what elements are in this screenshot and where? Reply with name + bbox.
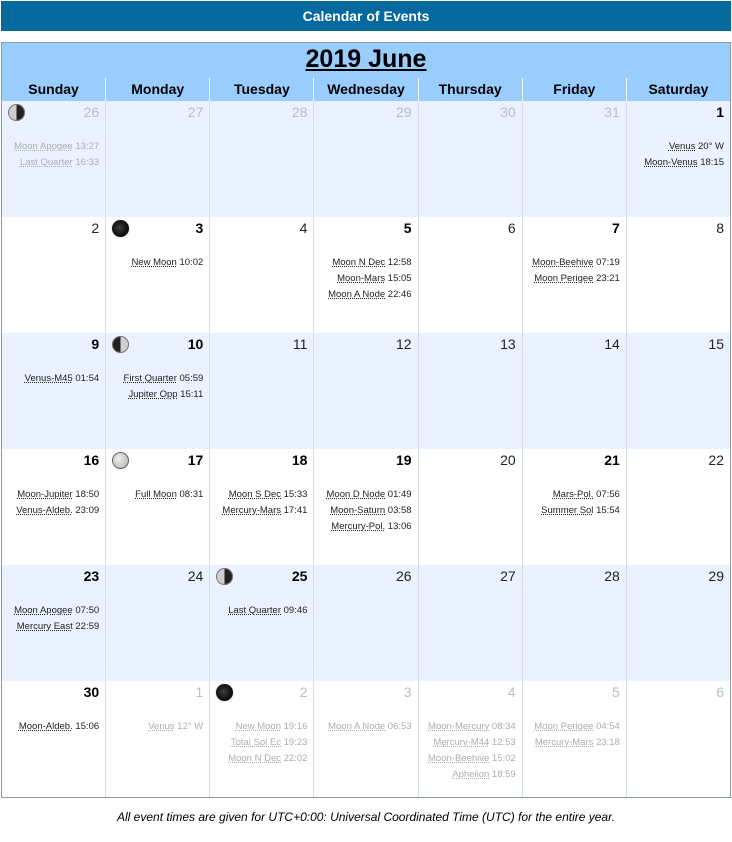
- event-item: [14, 619, 99, 635]
- event-name-link[interactable]: Moon-Jupiter: [17, 489, 73, 500]
- event-time: 06:53: [387, 721, 412, 732]
- event-time: 03:58: [387, 505, 412, 516]
- event-time: 07:56: [596, 489, 620, 500]
- day-cell[interactable]: [2, 101, 106, 217]
- day-number: 18: [291, 452, 308, 468]
- event-time: 17:41: [283, 505, 308, 516]
- event-name-link[interactable]: Moon Perigee: [534, 721, 594, 732]
- event-time: 12:58: [387, 257, 412, 268]
- day-cell[interactable]: [523, 101, 627, 217]
- day-number: 4: [299, 220, 308, 236]
- event-item: [19, 719, 99, 735]
- day-number: 19: [395, 452, 412, 468]
- event-item: [328, 255, 411, 271]
- day-cell[interactable]: [627, 101, 730, 217]
- calendar-grid: [2, 101, 730, 797]
- event-time: 19:16: [283, 721, 308, 732]
- event-item: [148, 719, 203, 735]
- day-number: 4: [507, 684, 516, 700]
- day-cell[interactable]: [627, 217, 730, 333]
- event-item: [327, 503, 412, 519]
- event-list: [25, 371, 99, 387]
- day-number: 12: [395, 336, 412, 352]
- day-cell[interactable]: [627, 333, 730, 449]
- week-row: [2, 681, 730, 797]
- event-name-link[interactable]: Full Moon: [135, 489, 177, 500]
- day-cell[interactable]: [106, 333, 210, 449]
- event-list: [644, 139, 724, 171]
- day-cell[interactable]: [314, 681, 418, 797]
- week-row: [2, 333, 730, 449]
- event-item: [14, 139, 99, 155]
- day-cell[interactable]: [2, 449, 106, 565]
- day-number: 16: [83, 452, 100, 468]
- event-list: [328, 255, 411, 303]
- event-time: 20° W: [698, 141, 724, 152]
- event-name-link[interactable]: Mercury East: [16, 621, 73, 632]
- event-item: [328, 271, 411, 287]
- day-cell[interactable]: [314, 217, 418, 333]
- event-time: 23:18: [596, 737, 620, 748]
- event-list: [135, 487, 203, 503]
- event-item: [534, 719, 620, 735]
- event-item: [228, 603, 307, 619]
- event-item: [228, 719, 307, 735]
- day-number: 5: [612, 684, 620, 700]
- week-row: [2, 565, 730, 681]
- event-item: [228, 751, 307, 767]
- event-time: 07:50: [75, 605, 100, 616]
- weekday-friday: Friday: [523, 78, 627, 101]
- event-list: [532, 255, 620, 287]
- calendar-banner: [1, 1, 731, 31]
- event-item: [327, 519, 412, 535]
- event-item: [16, 503, 99, 519]
- event-item: [222, 487, 307, 503]
- event-name-link[interactable]: Moon S Dec: [228, 489, 281, 500]
- event-list: [222, 487, 307, 519]
- day-number: 26: [395, 568, 412, 584]
- event-time: 23:21: [596, 273, 620, 284]
- day-number: 2: [299, 684, 308, 700]
- day-cell[interactable]: [106, 565, 210, 681]
- event-time: 18:50: [75, 489, 100, 500]
- day-number: 26: [83, 104, 100, 120]
- event-time: 01:54: [75, 373, 100, 384]
- calendar-header: [2, 43, 730, 101]
- event-item: [428, 767, 516, 783]
- day-cell[interactable]: [314, 101, 418, 217]
- event-item: [25, 371, 99, 387]
- event-name-link[interactable]: Mars-Pol.: [552, 489, 594, 500]
- day-cell[interactable]: [523, 565, 627, 681]
- event-time: 15:02: [491, 753, 516, 764]
- event-time: 10:02: [179, 257, 204, 268]
- day-cell[interactable]: [106, 217, 210, 333]
- day-number: 7: [612, 220, 620, 236]
- day-cell[interactable]: [210, 101, 314, 217]
- event-time: 22:02: [283, 753, 308, 764]
- event-name-link[interactable]: Moon Perigee: [534, 273, 594, 284]
- event-list: [541, 487, 620, 519]
- event-name-link[interactable]: Moon-Aldeb.: [18, 721, 73, 732]
- weekday-monday: Monday: [106, 78, 210, 101]
- event-time: 18:59: [491, 769, 516, 780]
- event-list: [131, 255, 203, 271]
- day-number: 27: [187, 104, 204, 120]
- event-time: 16:33: [75, 157, 100, 168]
- day-number: 30: [83, 684, 100, 700]
- day-cell[interactable]: [314, 333, 418, 449]
- event-list: [228, 719, 307, 767]
- day-number: 25: [291, 568, 308, 584]
- day-cell[interactable]: [106, 681, 210, 797]
- weekday-thursday: Thursday: [419, 78, 523, 101]
- event-name-link[interactable]: Mercury-Mars: [222, 505, 281, 516]
- event-name-link[interactable]: Summer Sol: [541, 505, 594, 516]
- day-number: 6: [507, 220, 516, 236]
- event-name-link[interactable]: Mercury-M44: [433, 737, 490, 748]
- week-row: [2, 217, 730, 333]
- event-name-link[interactable]: Venus-Aldeb.: [16, 505, 73, 516]
- day-number: 20: [500, 452, 516, 468]
- event-item: [644, 155, 724, 171]
- event-time: 05:59: [179, 373, 204, 384]
- day-number: 23: [83, 568, 100, 584]
- day-number: 27: [500, 568, 516, 584]
- day-cell[interactable]: [523, 333, 627, 449]
- event-time: 18:15: [700, 157, 724, 168]
- event-name-link[interactable]: Total Sol Ec: [230, 737, 281, 748]
- weekday-wednesday: Wednesday: [314, 78, 418, 101]
- weekday-saturday: Saturday: [648, 81, 709, 97]
- event-item: [428, 735, 516, 751]
- first-quarter-moon-icon: [112, 336, 129, 353]
- event-item: [541, 503, 620, 519]
- event-list: [16, 487, 99, 519]
- day-cell[interactable]: [2, 681, 106, 797]
- day-cell[interactable]: [419, 333, 523, 449]
- full-moon-icon: [112, 452, 129, 469]
- day-number: 30: [500, 104, 516, 120]
- day-cell[interactable]: [314, 565, 418, 681]
- day-number: 3: [195, 220, 204, 236]
- event-list: [327, 487, 412, 535]
- event-name-link[interactable]: Last Quarter: [228, 605, 281, 616]
- event-item: [541, 487, 620, 503]
- event-name-link[interactable]: Moon Apogee: [14, 605, 73, 616]
- event-name-link[interactable]: Moon A Node: [328, 289, 386, 300]
- day-cell[interactable]: [419, 217, 523, 333]
- event-list: [328, 719, 411, 735]
- day-number: 21: [604, 452, 620, 468]
- event-time: 01:49: [387, 489, 412, 500]
- event-item: [428, 751, 516, 767]
- event-item: [328, 719, 411, 735]
- day-number: 29: [395, 104, 412, 120]
- event-list: [14, 603, 99, 635]
- event-list: [534, 719, 620, 751]
- event-item: [124, 387, 204, 403]
- day-cell[interactable]: [314, 449, 418, 565]
- day-number: 1: [195, 684, 204, 700]
- event-item: [222, 503, 307, 519]
- event-time: 15:11: [180, 389, 204, 400]
- event-item: [328, 287, 411, 303]
- event-item: [428, 719, 516, 735]
- event-time: 15:06: [75, 721, 100, 732]
- weekday-tuesday: Tuesday: [210, 78, 314, 101]
- day-number: 28: [291, 104, 308, 120]
- day-cell[interactable]: [210, 565, 314, 681]
- day-cell[interactable]: [210, 449, 314, 565]
- event-item: [131, 255, 203, 271]
- event-time: 12° W: [177, 721, 204, 732]
- event-name-link[interactable]: Jupiter Opp: [128, 389, 178, 400]
- event-item: [14, 155, 99, 171]
- event-name-link[interactable]: Moon-Mars: [337, 273, 386, 284]
- event-time: 13:27: [75, 141, 100, 152]
- event-item: [532, 255, 620, 271]
- day-number: 8: [716, 220, 724, 236]
- event-list: [428, 719, 516, 783]
- day-cell[interactable]: [2, 565, 106, 681]
- day-cell[interactable]: [419, 565, 523, 681]
- banner-title: Calendar of Events: [302, 8, 430, 24]
- footer-note: All event times are given for UTC+0:00: Universal Coordinated Time (UTC) for the entire year.: [117, 810, 615, 824]
- event-name-link[interactable]: Moon Apogee: [14, 141, 73, 152]
- event-time: 08:34: [491, 721, 516, 732]
- event-list: [124, 371, 204, 403]
- day-number: 13: [500, 336, 516, 352]
- day-cell[interactable]: [210, 217, 314, 333]
- day-number: 1: [716, 104, 724, 120]
- event-item: [532, 271, 620, 287]
- event-name-link[interactable]: Last Quarter: [19, 157, 73, 168]
- event-name-link[interactable]: Moon N Dec: [228, 753, 281, 764]
- day-number: 22: [708, 452, 724, 468]
- event-time: 23:09: [75, 505, 100, 516]
- day-number: 17: [187, 452, 204, 468]
- month-calendar: [1, 42, 731, 798]
- event-name-link[interactable]: First Quarter: [123, 373, 177, 384]
- week-row: [2, 449, 730, 565]
- event-name-link[interactable]: Moon N Dec: [332, 257, 386, 268]
- event-item: [644, 139, 724, 155]
- event-name-link[interactable]: Moon D Node: [326, 489, 386, 500]
- event-time: 08:31: [179, 489, 204, 500]
- day-cell[interactable]: [523, 681, 627, 797]
- weekday-header-row: [2, 78, 730, 101]
- event-list: [228, 603, 307, 619]
- event-time: 22:59: [75, 621, 100, 632]
- event-name-link[interactable]: Venus-M45: [24, 373, 73, 384]
- day-cell[interactable]: [106, 101, 210, 217]
- last-quarter-moon-icon: [216, 568, 233, 585]
- day-number: 9: [91, 336, 100, 352]
- week-row: [2, 101, 730, 217]
- event-item: [327, 487, 412, 503]
- event-time: 19:23: [283, 737, 308, 748]
- day-cell[interactable]: [627, 449, 730, 565]
- event-name-link[interactable]: Moon-Beehive: [428, 753, 490, 764]
- event-time: 07:19: [596, 257, 620, 268]
- event-list: [148, 719, 203, 735]
- day-number: 29: [708, 568, 724, 584]
- event-name-link[interactable]: New Moon: [235, 721, 281, 732]
- day-number: 6: [716, 684, 724, 700]
- event-name-link[interactable]: Venus: [148, 721, 175, 732]
- day-cell[interactable]: [523, 217, 627, 333]
- event-time: 04:54: [596, 721, 620, 732]
- event-name-link[interactable]: Mercury-Mars: [534, 737, 594, 748]
- event-item: [16, 487, 99, 503]
- event-item: [534, 735, 620, 751]
- new-moon-icon: [216, 684, 233, 701]
- day-number: 5: [403, 220, 412, 236]
- event-name-link[interactable]: Moon-Venus: [644, 157, 698, 168]
- event-name-link[interactable]: Venus: [668, 141, 696, 152]
- month-title: 2019 June: [305, 45, 427, 73]
- day-cell[interactable]: [2, 333, 106, 449]
- event-time: 22:46: [387, 289, 412, 300]
- day-cell[interactable]: [627, 681, 730, 797]
- new-moon-icon: [112, 220, 129, 237]
- day-number: 3: [403, 684, 412, 700]
- event-item: [14, 603, 99, 619]
- event-name-link[interactable]: Aphelion: [452, 769, 490, 780]
- event-item: [228, 735, 307, 751]
- day-cell[interactable]: [419, 449, 523, 565]
- event-time: 15:05: [387, 273, 412, 284]
- day-cell[interactable]: [106, 449, 210, 565]
- last-quarter-moon-icon: [8, 104, 25, 121]
- day-number: 10: [187, 336, 204, 352]
- day-number: 2: [91, 220, 100, 236]
- event-item: [124, 371, 204, 387]
- event-time: 09:46: [283, 605, 308, 616]
- day-number: 15: [708, 336, 724, 352]
- event-name-link[interactable]: Mercury-Pol.: [331, 521, 386, 532]
- event-list: [19, 719, 99, 735]
- day-cell[interactable]: [523, 449, 627, 565]
- day-number: 31: [604, 104, 620, 120]
- day-number: 11: [292, 336, 308, 352]
- day-number: 14: [604, 336, 620, 352]
- event-name-link[interactable]: Moon-Mercury: [428, 721, 490, 732]
- day-number: 24: [187, 568, 204, 584]
- event-item: [135, 487, 203, 503]
- day-cell[interactable]: [419, 681, 523, 797]
- day-number: 28: [604, 568, 620, 584]
- day-cell[interactable]: [210, 681, 314, 797]
- event-name-link[interactable]: Moon-Saturn: [330, 505, 386, 516]
- event-time: 13:06: [387, 521, 412, 532]
- event-name-link[interactable]: New Moon: [131, 257, 177, 268]
- event-time: 15:54: [596, 505, 620, 516]
- event-time: 15:33: [283, 489, 308, 500]
- event-name-link[interactable]: Moon A Node: [328, 721, 386, 732]
- event-list: [14, 139, 99, 171]
- event-time: 12:53: [491, 737, 516, 748]
- day-cell[interactable]: [2, 217, 106, 333]
- event-name-link[interactable]: Moon-Beehive: [532, 257, 594, 268]
- day-cell[interactable]: [210, 333, 314, 449]
- weekday-sunday: Sunday: [2, 78, 106, 101]
- day-cell[interactable]: [419, 101, 523, 217]
- day-cell[interactable]: [627, 565, 730, 681]
